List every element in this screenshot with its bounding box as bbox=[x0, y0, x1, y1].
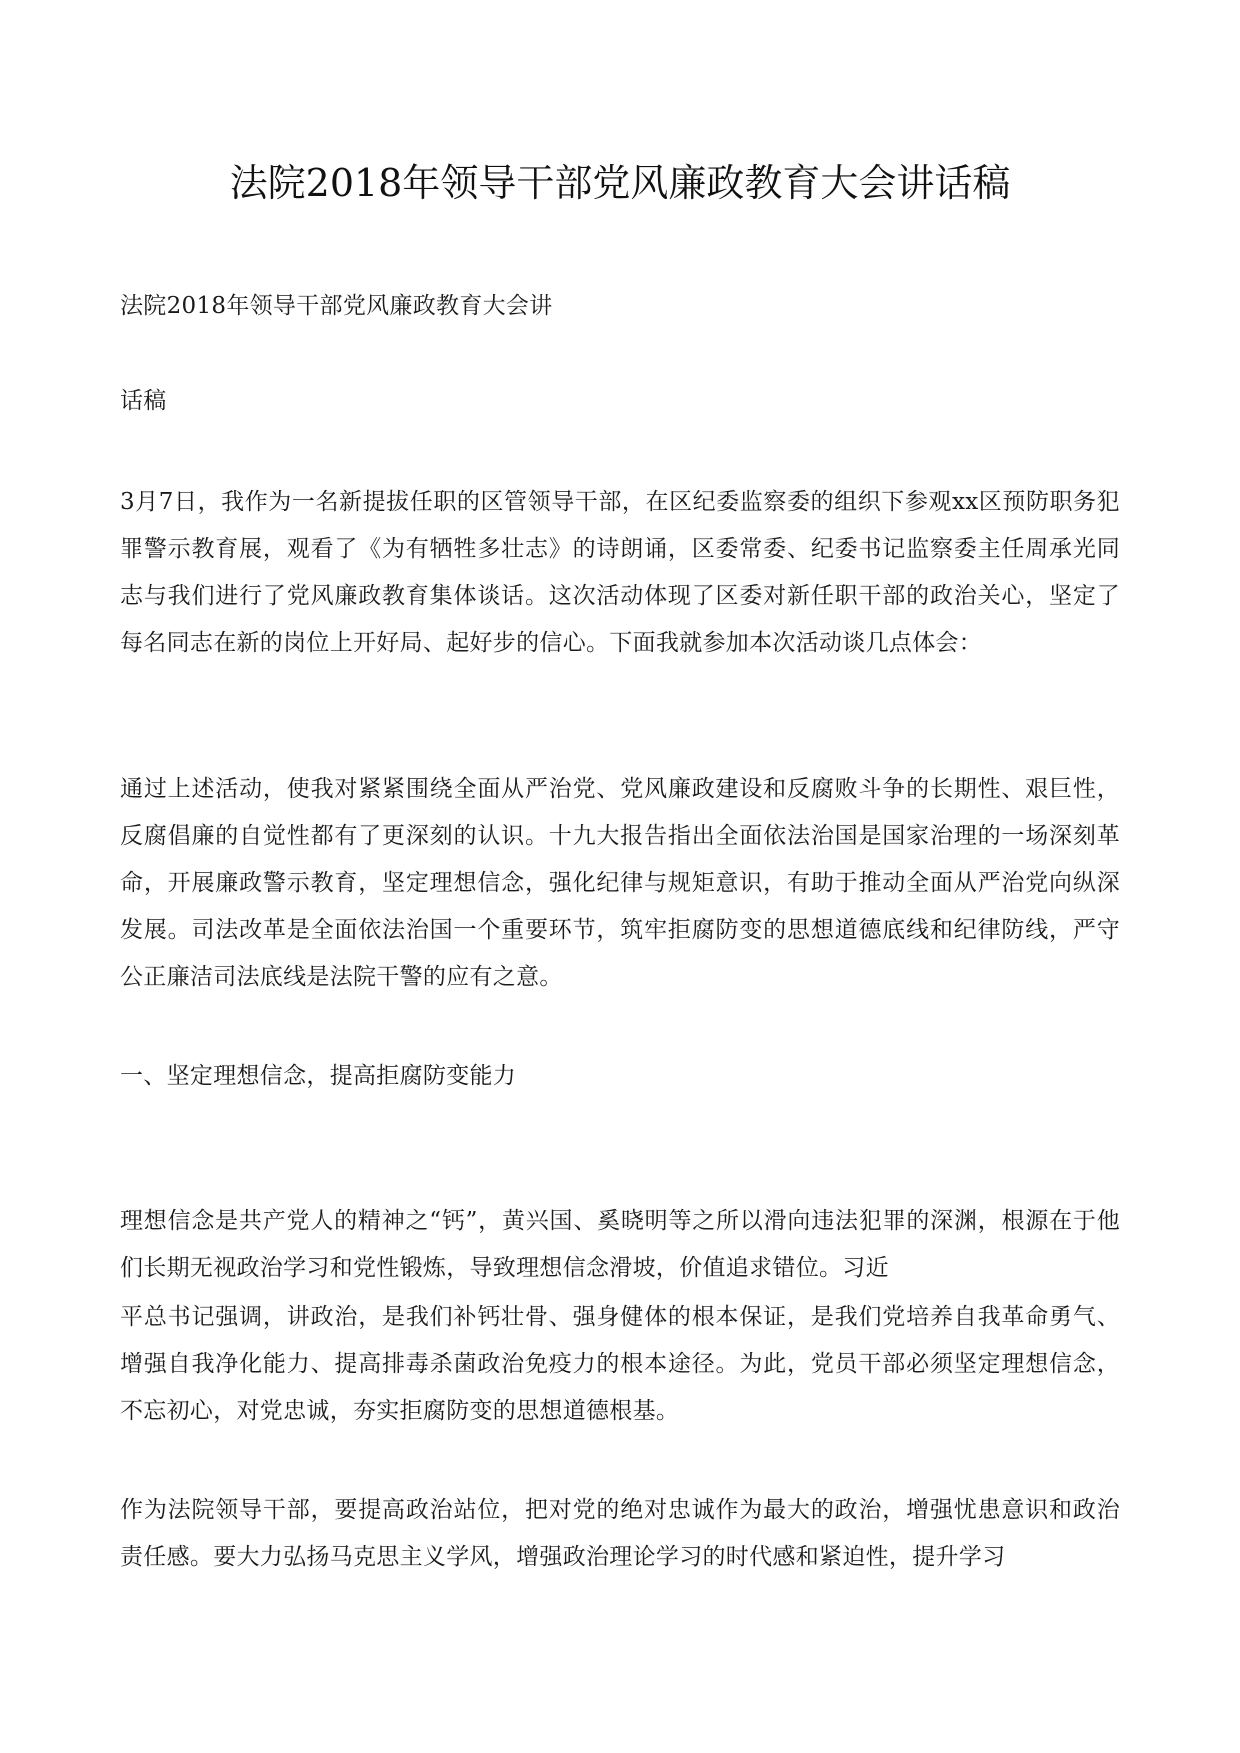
subtitle-line-1: 法院2018年领导干部党风廉政教育大会讲 bbox=[120, 293, 553, 319]
paragraph-understanding: 通过上述活动，使我对紧紧围绕全面从严治党、党风廉政建设和反腐败斗争的长期性、艰巨性，反腐倡廉的自觉性都有了更深刻的认识。十九大报告指出全面依法治国是国家治理的一场深刻革命，开展廉政警示教育，坚定理想信念，强化纪律与规矩意识，有助于推动全面从严治党向纵深发展。司法改革是全面依法治国一个重要环节，筑牢拒腐防变的思想道德底线和纪律防线，严守公正廉洁司法底线是法院干警的应有之意。 bbox=[120, 776, 1120, 990]
paragraph-court-leaders: 作为法院领导干部，要提高政治站位，把对党的绝对忠诚作为最大的政治，增强忧患意识和政治责任感。要大力弘扬马克思主义学风，增强政治理论学习的时代感和紧迫性，提升学习 bbox=[120, 1497, 1120, 1570]
document-title: 法院2018年领导干部党风廉政教育大会讲话稿 bbox=[229, 161, 1011, 205]
paragraph-intro: 3月7日，我作为一名新提拔任职的区管领导干部，在区纪委监察委的组织下参观xx区预防职务犯罪警示教育展，观看了《为有牺牲多壮志》的诗朗诵，区委常委、纪委书记监察委主任周承光同志与我们进行了党风廉政教育集体谈话。这次活动体现了区委对新任职干部的政治关心，坚定了每名同志在新的岗位上开好局、起好步的信心。下面我就参加本次活动谈几点体会： bbox=[120, 489, 1120, 656]
subtitle-line-2: 话稿 bbox=[120, 388, 167, 414]
paragraph-politics: 平总书记强调，讲政治，是我们补钙壮骨、强身健体的根本保证，是我们党培养自我革命勇气、增强自我净化能力、提高排毒杀菌政治免疫力的根本途径。为此，党员干部必须坚定理想信念，不忘初心，对党忠诚，夯实拒腐防变的思想道德根基。 bbox=[120, 1304, 1120, 1424]
paragraph-ideals: 理想信念是共产党人的精神之“钙”，黄兴国、奚晓明等之所以滑向违法犯罪的深渊，根源在于他们长期无视政治学习和党性锻炼，导致理想信念滑坡，价值追求错位。习近 bbox=[120, 1208, 1120, 1281]
section-heading-1: 一、坚定理想信念，提高拒腐防变能力 bbox=[120, 1063, 517, 1089]
